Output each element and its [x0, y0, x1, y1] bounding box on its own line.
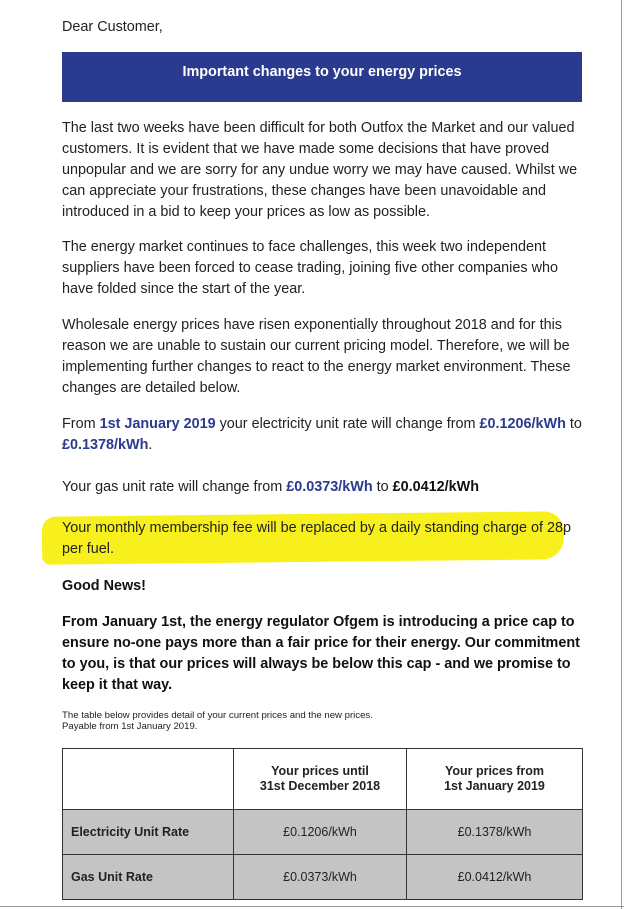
page-edge-right: [621, 0, 622, 909]
electricity-rate-change: [62, 414, 582, 456]
effective-date: 1st January 2019: [99, 416, 216, 432]
row-current-price: £0.1206/kWh: [234, 810, 407, 855]
row-label: Gas Unit Rate: [63, 855, 234, 900]
table-header-row: [63, 749, 583, 810]
intro-paragraph: The last two weeks have been difficult for both Outfox the Market and our valued customers. It is evident that we have made some decisions that have proved unpopular and we are sorry for any undue worry we may have caused. Whilst we can appreciate your frustrations, these changes have been unavoidable and introduced in a bid to keep your prices as low as possible.: [62, 120, 578, 220]
electricity-new-rate: £0.1378/kWh: [62, 437, 149, 453]
table-note-line1: The table below provides detail of your current prices and the new prices.: [62, 710, 373, 721]
market-paragraph: The energy market continues to face challenges, this week two independent suppliers have been forced to cease trading, joining five other companies who have folded since the start of the year.: [62, 239, 558, 297]
good-news-heading: Good News!: [62, 578, 146, 594]
greeting: Dear Customer,: [62, 19, 163, 35]
row-new-price: £0.1378/kWh: [407, 810, 583, 855]
table-row: [63, 810, 583, 855]
table-row: [63, 855, 583, 900]
electricity-middle: your electricity unit rate will change from: [215, 416, 480, 432]
header-until-line2: 31st December 2018: [259, 779, 381, 793]
price-cap-paragraph: From January 1st, the energy regulator Ofgem is introducing a price cap to ensure no-one pays more than a fair price for their energy. Our commitment to you, is that our prices will always be below this cap - and we promise to keep it that way.: [62, 614, 580, 693]
membership-fee-text: Your monthly membership fee will be replaced by a daily standing charge of 28p per fuel.: [62, 520, 572, 557]
gas-new-rate: £0.0412/kWh: [392, 479, 480, 495]
table-note: [62, 710, 582, 732]
table-note-line2: Payable from 1st January 2019.: [62, 721, 198, 732]
gas-to: to: [372, 479, 393, 495]
electricity-to: to: [565, 416, 582, 432]
header-from-line2: 1st January 2019: [444, 779, 545, 793]
gas-rate-change: [62, 477, 582, 498]
wholesale-paragraph: Wholesale energy prices have risen exponentially throughout 2018 and for this reason we are unable to sustain our current pricing model. Therefore, we will be implementing further changes to react to the energy market environment. These changes are detailed below.: [62, 317, 571, 396]
electricity-old-rate: £0.1206/kWh: [479, 416, 566, 432]
row-current-price: £0.0373/kWh: [234, 855, 407, 900]
row-new-price: £0.0412/kWh: [407, 855, 583, 900]
table-header-new: [407, 749, 583, 810]
gas-prefix: Your gas unit rate will change from: [62, 479, 287, 495]
announcement-banner: Important changes to your energy prices: [62, 52, 582, 102]
gas-old-rate: £0.0373/kWh: [286, 479, 373, 495]
table-header-current: [234, 749, 407, 810]
row-label: Electricity Unit Rate: [63, 810, 234, 855]
header-from-line1: Your prices from: [444, 764, 545, 778]
price-comparison-table: [62, 748, 583, 900]
page-edge-bottom: [0, 906, 624, 907]
header-until-line1: Your prices until: [271, 764, 369, 778]
table-header-empty: [63, 749, 234, 810]
electricity-prefix: From: [62, 416, 100, 432]
highlighted-membership-notice: [48, 514, 572, 557]
electricity-suffix: .: [148, 437, 153, 453]
